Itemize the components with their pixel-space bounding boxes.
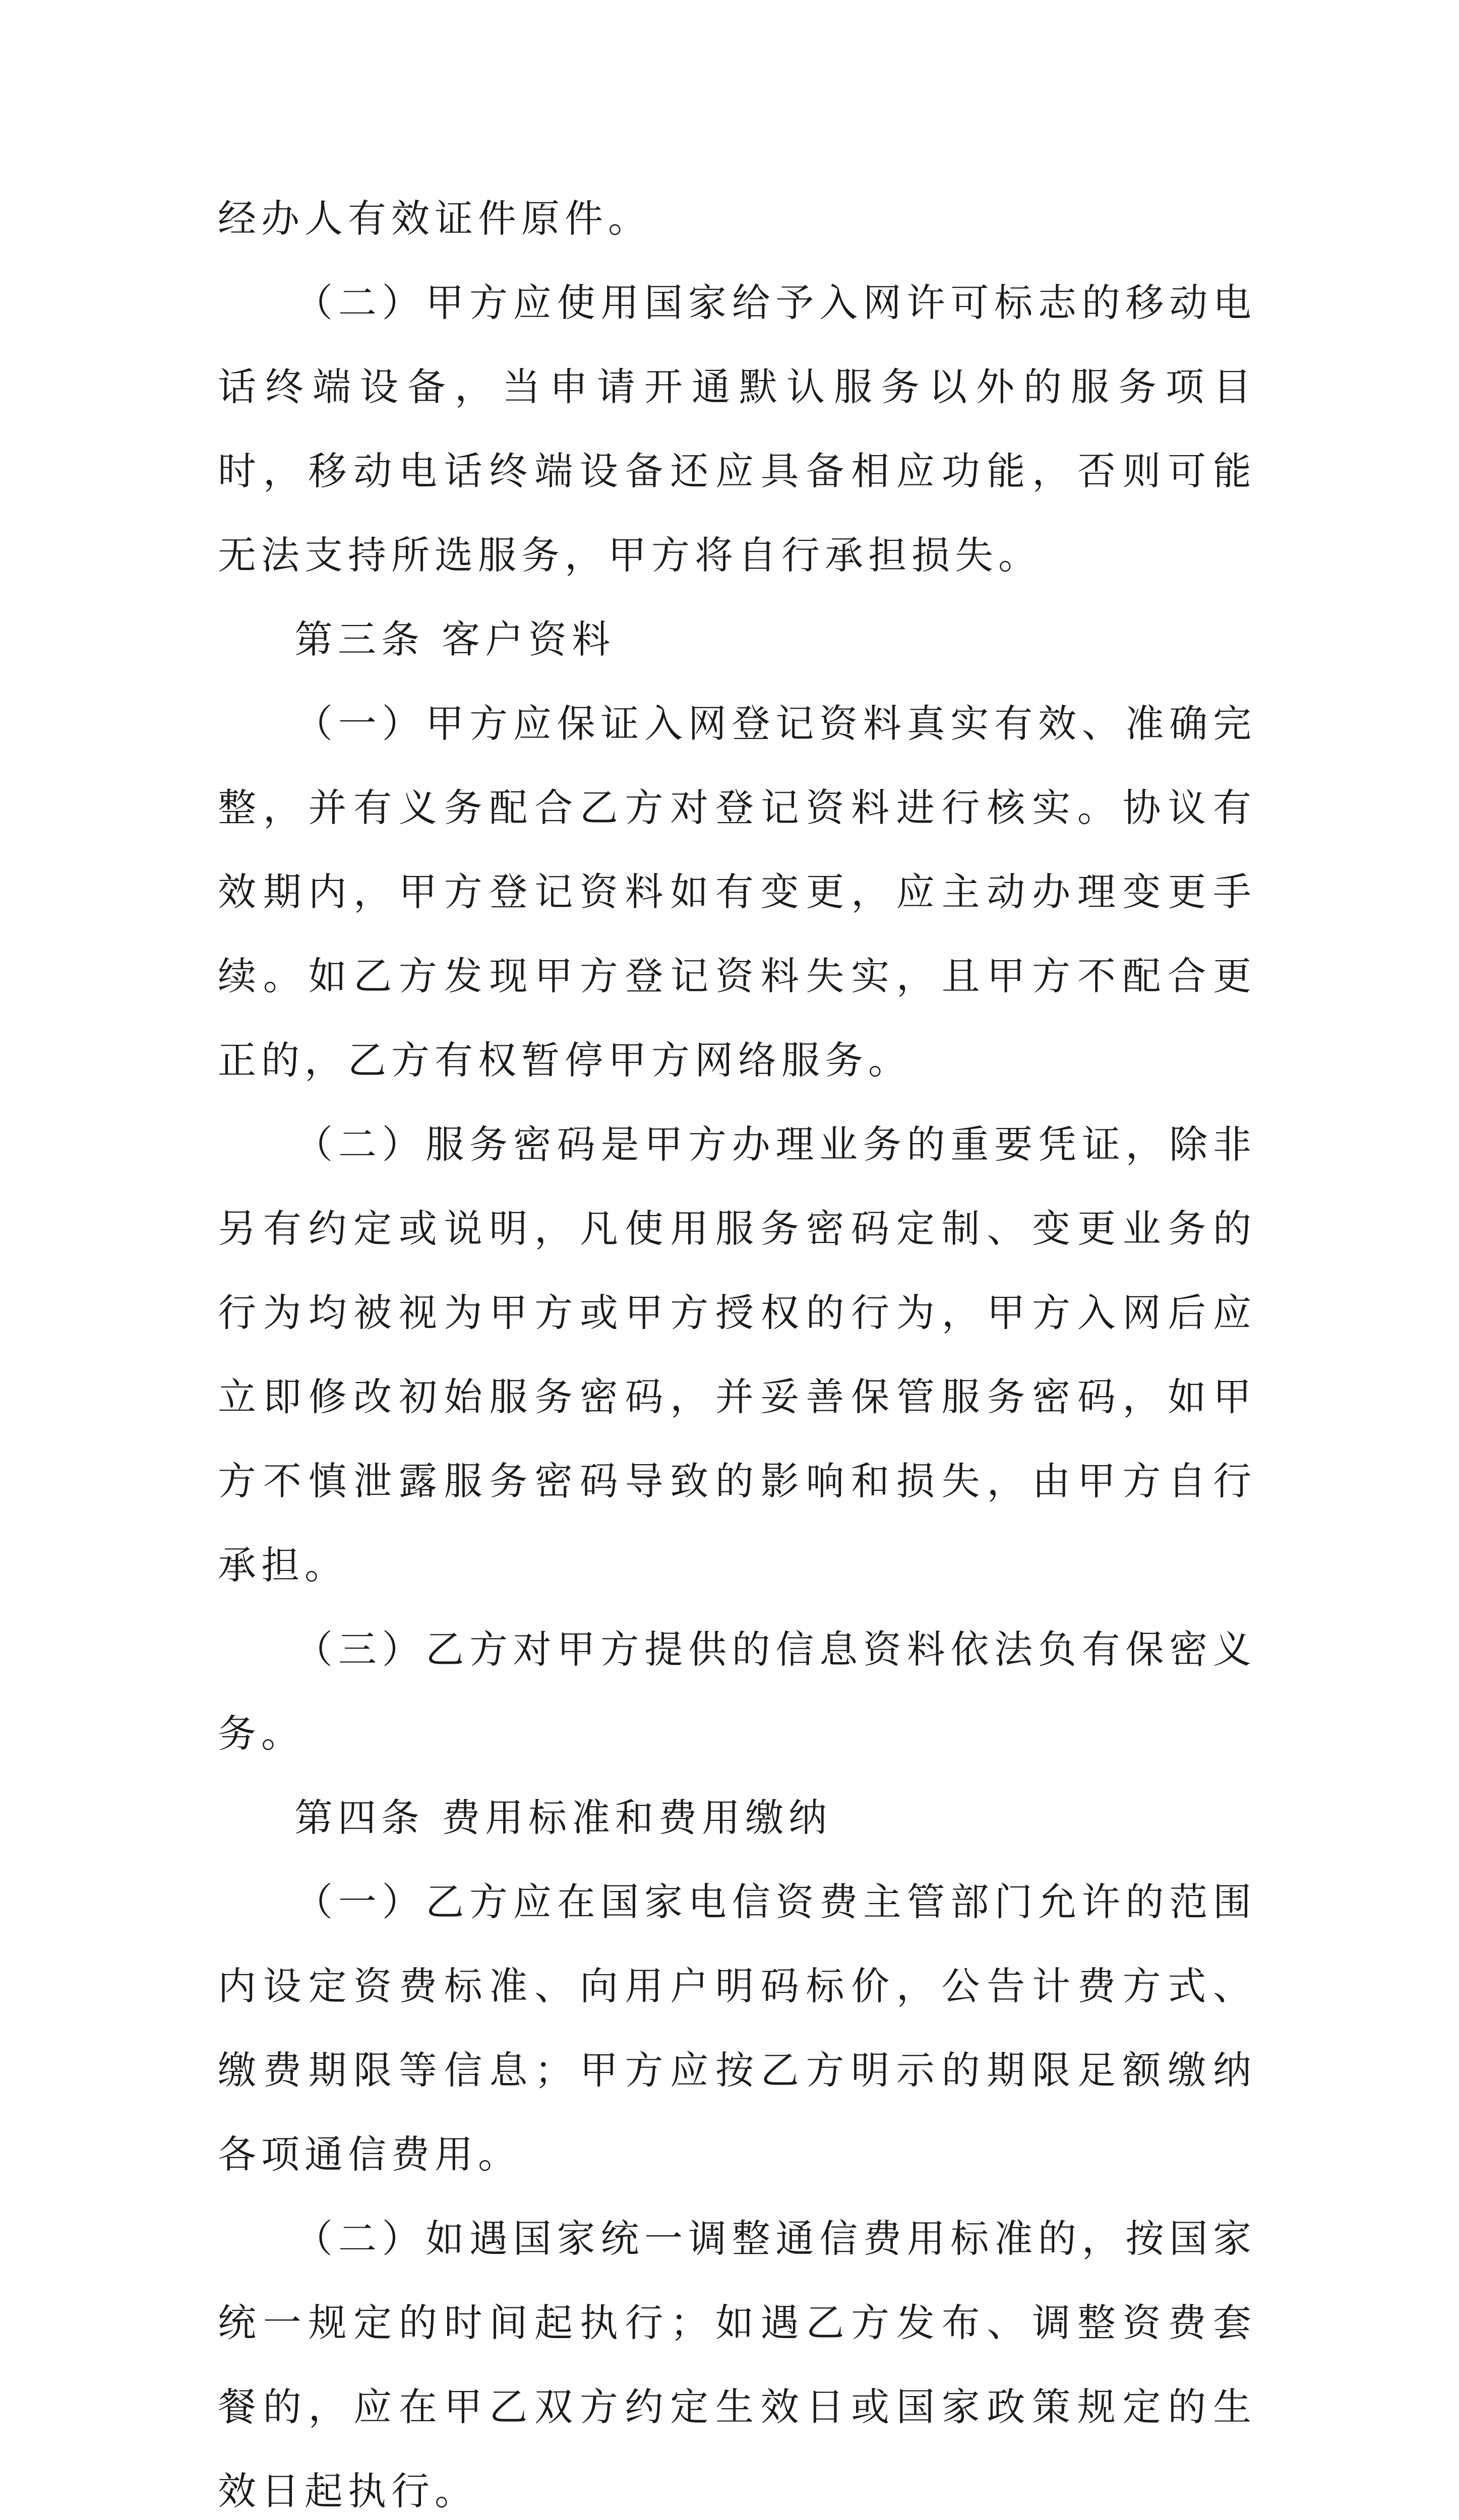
paragraph-clause-2-2: （二）甲方应使用国家给予入网许可标志的移动电话终端设备，当申请开通默认服务以外的服务项目时，移动电话终端设备还应具备相应功能，否则可能无法支持所选服务，甲方将自行承担损失。 [218,280,1256,578]
section-heading-article-3: 第三条 客户资料 [294,617,616,662]
paragraph-clause-3-3: （三）乙方对甲方提供的信息资料依法负有保密义务。 [218,1627,1256,1756]
paragraph-continuation: 经办人有效证件原件。 [218,196,651,241]
paragraph-clause-3-2: （二）服务密码是甲方办理业务的重要凭证，除非另有约定或说明，凡使用服务密码定制、变更业务的行为均被视为甲方或甲方授权的行为，甲方入网后应立即修改初始服务密码，并妥善保管服务密码，如甲方不慎泄露服务密码导致的影响和损失，由甲方自行承担。 [218,1122,1256,1588]
paragraph-clause-3-1: （一）甲方应保证入网登记资料真实有效、准确完整，并有义务配合乙方对登记资料进行核实。协议有效期内，甲方登记资料如有变更，应主动办理变更手续。如乙方发现甲方登记资料失实，且甲方不配合更正的，乙方有权暂停甲方网络服务。 [218,701,1256,1083]
paragraph-clause-4-1: （一）乙方应在国家电信资费主管部门允许的范围内设定资费标准、向用户明码标价，公告计费方式、缴费期限等信息；甲方应按乙方明示的期限足额缴纳各项通信费用。 [218,1879,1256,2177]
section-heading-article-4: 第四条 费用标准和费用缴纳 [294,1795,832,1840]
paragraph-clause-4-2: （二）如遇国家统一调整通信费用标准的，按国家统一规定的时间起执行；如遇乙方发布、调整资费套餐的，应在甲乙双方约定生效日或国家政策规定的生效日起执行。 [218,2216,1256,2513]
contract-body-text [218,176,1256,2520]
